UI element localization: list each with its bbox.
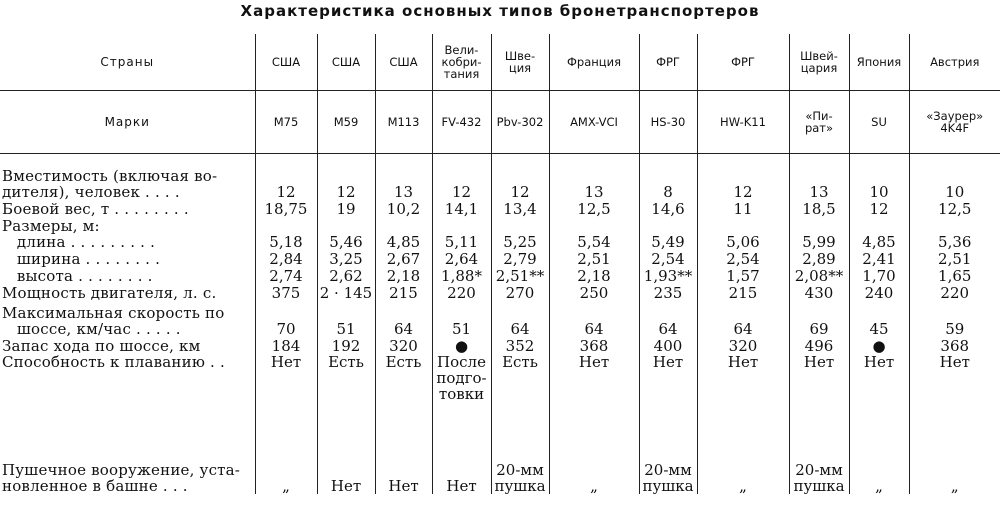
mark-header: «Пи- рат» [789,91,849,154]
table-cell: 5,18 [255,234,317,251]
table-cell: 368 [909,337,1000,354]
table-cell: Нет [432,426,491,494]
table-row [0,354,1000,426]
mark-header: FV-432 [432,91,491,154]
table-cell: 10 [909,164,1000,200]
countries-header-row [0,34,1000,91]
table-cell: 1,65 [909,267,1000,284]
table-cell [909,217,1000,234]
table-cell: 2,08** [789,267,849,284]
table-cell: 1,70 [849,267,909,284]
table-cell: 12 [491,164,549,200]
table-cell: 45 [849,301,909,337]
table-cell: Нет [697,354,789,426]
mark-header: HW-K11 [697,91,789,154]
mark-header: «Заурер» 4K4F [909,91,1000,154]
table-cell: Нет [317,426,375,494]
table-body [0,154,1000,494]
table-cell: ● [432,337,491,354]
table-cell: 59 [909,301,1000,337]
countries-label: Страны [0,34,255,91]
table-cell: 235 [639,284,697,301]
table-cell: 184 [255,337,317,354]
table-cell: 8 [639,164,697,200]
table-cell: „ [697,426,789,494]
table-cell: 5,49 [639,234,697,251]
table-cell: Есть [491,354,549,426]
row-label: Пушечное вооружение, уста- новленное в башне . . . [2,460,241,495]
table-cell: Есть [317,354,375,426]
mark-header: М113 [375,91,432,154]
mark-header: М75 [255,91,317,154]
table-cell: 192 [317,337,375,354]
table-cell: „ [549,426,639,494]
table-cell: 64 [697,301,789,337]
table-cell: 20-мм пушка [491,426,549,494]
table-cell: 215 [375,284,432,301]
country-header: США [375,34,432,91]
table-cell: 13,4 [491,200,549,217]
table-cell: 20-мм пушка [639,426,697,494]
table-cell: 64 [491,301,549,337]
table-cell: 18,5 [789,200,849,217]
row-label: ширина . . . . . . . . [2,250,161,269]
table-cell: 320 [697,337,789,354]
table-cell: 2,41 [849,250,909,267]
table-row [0,234,1000,251]
table-cell: 5,06 [697,234,789,251]
table-cell: 70 [255,301,317,337]
table-cell: 220 [432,284,491,301]
table-cell: 320 [375,337,432,354]
table-cell: 2,51 [909,250,1000,267]
table-cell [639,217,697,234]
table-cell: 14,6 [639,200,697,217]
table-cell: 2,18 [549,267,639,284]
table-cell: 51 [432,301,491,337]
table-cell [789,217,849,234]
table-cell: 11 [697,200,789,217]
table-cell: Есть [375,354,432,426]
table-cell: 12 [317,164,375,200]
table-cell: Нет [849,354,909,426]
table-cell: 2 · 145 [317,284,375,301]
table-cell: 5,36 [909,234,1000,251]
table-row [0,337,1000,354]
table-cell: 2,84 [255,250,317,267]
table-cell: 496 [789,337,849,354]
table-cell: 20-мм пушка [789,426,849,494]
table-cell [375,217,432,234]
row-label: Мощность двигателя, л. с. [2,283,217,302]
mark-header: HS-30 [639,91,697,154]
table-cell: 2,51 [549,250,639,267]
table-cell [432,217,491,234]
table-cell [849,217,909,234]
table-cell: 12,5 [909,200,1000,217]
table-cell: 5,46 [317,234,375,251]
table-cell: 2,62 [317,267,375,284]
table-cell: Нет [375,426,432,494]
table-cell: 1,88* [432,267,491,284]
table-cell [491,217,549,234]
marks-header-row [0,91,1000,154]
country-header: США [255,34,317,91]
table-cell: 12 [697,164,789,200]
table-cell: 4,85 [849,234,909,251]
country-header: Швей- цария [789,34,849,91]
country-header: Франция [549,34,639,91]
table-cell: Нет [639,354,697,426]
country-header: Шве- ция [491,34,549,91]
row-label: Размеры, м: [2,216,100,235]
table-row [0,164,1000,200]
row-label: Максимальная скорость по шоссе, км/час . . . . . [2,303,225,338]
table-cell: 18,75 [255,200,317,217]
table-cell: 375 [255,284,317,301]
table-cell: 51 [317,301,375,337]
table-cell: 12 [255,164,317,200]
table-cell: 69 [789,301,849,337]
row-label: Запас хода по шоссе, км [2,336,201,355]
country-header: Япония [849,34,909,91]
country-header: США [317,34,375,91]
table-cell: 2,67 [375,250,432,267]
table-cell: 13 [789,164,849,200]
table-cell: 2,79 [491,250,549,267]
table-cell: Нет [789,354,849,426]
table-cell [549,217,639,234]
table-cell: 10,2 [375,200,432,217]
table-cell: 250 [549,284,639,301]
table-cell: 4,85 [375,234,432,251]
row-label: Вместимость (включая во- дителя), человек . . . . [2,167,218,201]
table-cell: 2,54 [639,250,697,267]
table-row [0,250,1000,267]
table-cell: 10 [849,164,909,200]
table-cell: 1,57 [697,267,789,284]
table-cell: 2,74 [255,267,317,284]
table-cell: 220 [909,284,1000,301]
table-row [0,217,1000,234]
mark-header: М59 [317,91,375,154]
mark-header: Pbv-302 [491,91,549,154]
row-label: Способность к плаванию . . [2,352,225,371]
table-cell: 13 [375,164,432,200]
table-cell: 12 [849,200,909,217]
table-title: Характеристика основных типов бронетранспортеров [240,2,760,20]
table-cell: 3,25 [317,250,375,267]
table-cell: 12 [432,164,491,200]
table-row [0,267,1000,284]
apc-characteristics-table [0,34,1000,494]
table-cell: 2,89 [789,250,849,267]
table-cell: 215 [697,284,789,301]
country-header: ФРГ [639,34,697,91]
table-cell: 270 [491,284,549,301]
table-row [0,301,1000,337]
country-header: Вели- кобри- тания [432,34,491,91]
table-cell: 2,54 [697,250,789,267]
table-cell: Нет [909,354,1000,426]
table-cell [697,217,789,234]
table-row [0,284,1000,301]
mark-header: SU [849,91,909,154]
row-label: длина . . . . . . . . . [2,233,156,252]
row-label: высота . . . . . . . . [2,266,153,285]
table-cell: 352 [491,337,549,354]
table-row [0,200,1000,217]
row-label: Боевой вес, т . . . . . . . . [2,199,189,218]
table-cell: 430 [789,284,849,301]
country-header: Австрия [909,34,1000,91]
table-cell: 5,54 [549,234,639,251]
table-cell: 64 [639,301,697,337]
table-cell: 240 [849,284,909,301]
table-cell: 2,18 [375,267,432,284]
table-cell: 368 [549,337,639,354]
country-header: ФРГ [697,34,789,91]
table-cell [317,217,375,234]
table-cell: 5,99 [789,234,849,251]
table-cell: 12,5 [549,200,639,217]
table-cell: 64 [549,301,639,337]
table-cell: 13 [549,164,639,200]
table-cell: 400 [639,337,697,354]
table-cell: ● [849,337,909,354]
table-cell: „ [849,426,909,494]
table-cell: 64 [375,301,432,337]
marks-label: Марки [0,91,255,154]
mark-header: AMX-VCI [549,91,639,154]
table-cell: 5,25 [491,234,549,251]
table-cell: Нет [255,354,317,426]
table-cell: 19 [317,200,375,217]
table-cell: 2,51** [491,267,549,284]
table-cell: „ [909,426,1000,494]
table-cell: После подго- товки [432,354,491,426]
table-cell: Нет [549,354,639,426]
table-cell: 1,93** [639,267,697,284]
table-row [0,426,1000,494]
table-cell: 2,64 [432,250,491,267]
table-cell [255,217,317,234]
table-cell: 5,11 [432,234,491,251]
table-cell: 14,1 [432,200,491,217]
table-cell: „ [255,426,317,494]
